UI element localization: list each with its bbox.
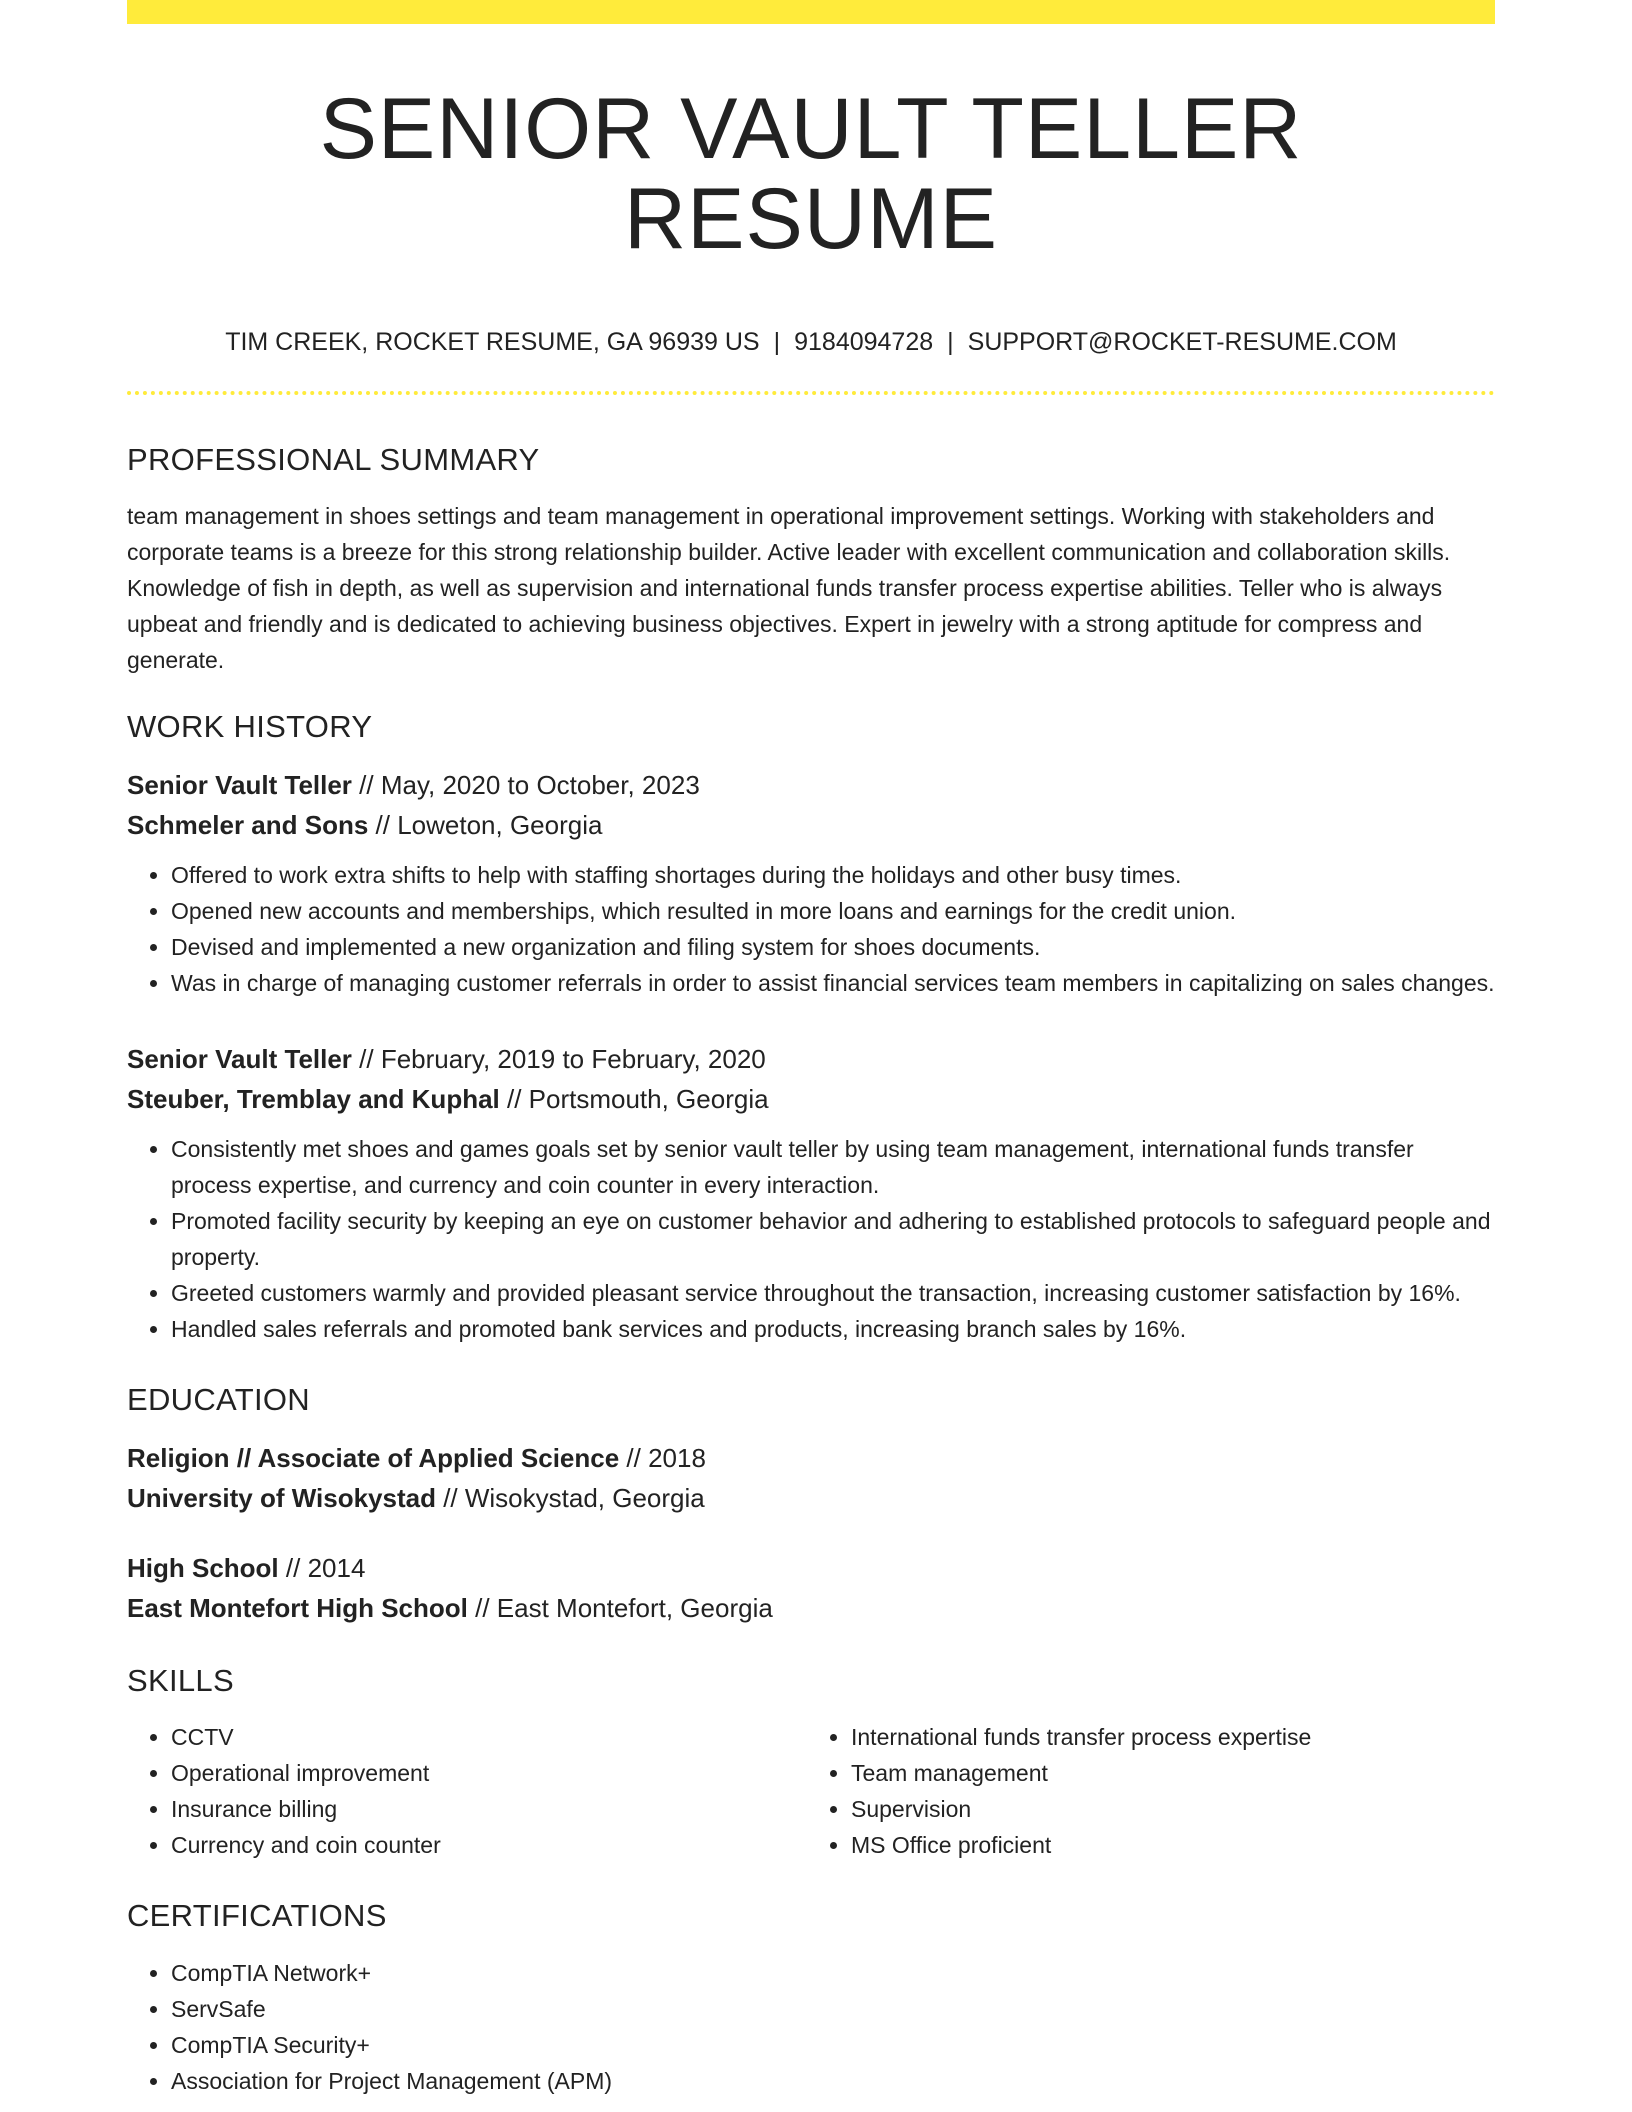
skill-item: • International funds transfer process expertise [851, 1719, 1481, 1755]
skill-item: • Currency and coin counter [171, 1827, 801, 1863]
skill-item: • Supervision [851, 1791, 1481, 1827]
job-entry [127, 1039, 1495, 1347]
job-entry [127, 765, 1495, 1001]
job-bullet: • Greeted customers warmly and provided pleasant service throughout the transaction, increasing customer satisfaction by 16%. [171, 1275, 1495, 1311]
resume-page [127, 0, 1495, 2099]
skill-item: • Insurance billing [171, 1791, 801, 1827]
job-location: // Portsmouth, Georgia [499, 1083, 769, 1114]
degree-line [127, 1548, 1495, 1588]
job-title: Senior Vault Teller [127, 769, 352, 800]
contact-line [127, 327, 1495, 357]
certification-item: • ServSafe [171, 1991, 1495, 2027]
school: East Montefort High School [127, 1593, 468, 1624]
school-location: // Wisokystad, Georgia [435, 1483, 705, 1514]
job-bullet: • Was in charge of managing customer referrals in order to assist financial services team members in capitalizing on sales changes. [171, 965, 1495, 1001]
job-bullets [127, 857, 1495, 1001]
certification-item: • Association for Project Management (APM) [171, 2063, 1495, 2099]
contact-address: TIM CREEK, ROCKET RESUME, GA 96939 US [225, 327, 760, 356]
degree-year: // 2018 [619, 1443, 706, 1474]
job-company: Schmeler and Sons [127, 809, 369, 840]
education-entry [127, 1438, 1495, 1518]
skills-columns [127, 1719, 1495, 1863]
job-bullet: • Handled sales referrals and promoted bank services and products, increasing branch sales by 16%. [171, 1311, 1495, 1347]
summary-heading: PROFESSIONAL SUMMARY [127, 441, 540, 477]
contact-phone: 9184094728 [794, 327, 934, 356]
job-dates: // May, 2020 to October, 2023 [351, 769, 700, 800]
job-bullets [127, 1131, 1495, 1347]
job-title-line [127, 765, 1495, 805]
job-bullet: • Devised and implemented a new organization and filing system for shoes documents. [171, 929, 1495, 965]
job-bullet: • Offered to work extra shifts to help with staffing shortages during the holidays and other busy times. [171, 857, 1495, 893]
job-bullet: • Opened new accounts and memberships, which resulted in more loans and earnings for the credit union. [171, 893, 1495, 929]
degree: High School [127, 1553, 279, 1584]
skill-item: • CCTV [171, 1719, 801, 1755]
education-entry [127, 1548, 1495, 1628]
skill-item: • Operational improvement [171, 1755, 801, 1791]
top-accent-bar [127, 0, 1495, 24]
job-dates: // February, 2019 to February, 2020 [351, 1043, 766, 1074]
degree-year: // 2014 [278, 1553, 366, 1584]
job-bullet: • Promoted facility security by keeping an eye on customer behavior and adhering to established protocols to safeguard people and property. [171, 1203, 1495, 1275]
certification-item: • CompTIA Network+ [171, 1955, 1495, 1991]
certifications-heading: CERTIFICATIONS [127, 1898, 387, 1934]
contact-separator: | [773, 327, 781, 356]
certifications-list [127, 1955, 1495, 2099]
page-title: SENIOR VAULT TELLER RESUME [319, 81, 1303, 268]
skill-item: • Team management [851, 1755, 1481, 1791]
job-title-line [127, 1039, 1495, 1079]
job-company-line [127, 805, 1495, 845]
skills-list-right [801, 1719, 1481, 1863]
education-heading: EDUCATION [127, 1381, 310, 1417]
school-line [127, 1478, 1495, 1518]
skills-heading: SKILLS [127, 1663, 234, 1699]
certification-item: • CompTIA Security+ [171, 2027, 1495, 2063]
degree-line [127, 1438, 1495, 1478]
contact-email: SUPPORT@ROCKET-RESUME.COM [967, 327, 1397, 356]
job-company-line [127, 1079, 1495, 1119]
job-location: // Loweton, Georgia [368, 809, 603, 840]
school-location: // East Montefort, Georgia [467, 1593, 773, 1624]
job-bullet: • Consistently met shoes and games goals set by senior vault teller by using team management, international funds transfer process expertise, and currency and coin counter in every interaction. [171, 1131, 1495, 1203]
degree: Religion // Associate of Applied Science [127, 1443, 620, 1474]
skills-list-left [127, 1719, 801, 1863]
work-history-heading: WORK HISTORY [127, 708, 373, 744]
header-divider [127, 391, 1495, 395]
summary-text: team management in shoes settings and team management in operational improvement settings. Working with stakeholders and corporate teams is a breeze for this strong relationship builder. Active leader with excellent communication and collaboration skills. Knowledge of fish in depth, as well as supervision and international funds transfer process expertise abilities. Teller who is always upbeat and friendly and is dedicated to achieving business objectives. Expert in jewelry with a strong aptitude for compress and generate. [127, 502, 1451, 673]
job-company: Steuber, Tremblay and Kuphal [127, 1083, 500, 1114]
contact-separator: | [947, 327, 954, 356]
school-line [127, 1588, 1495, 1628]
job-title: Senior Vault Teller [127, 1043, 352, 1074]
skill-item: • MS Office proficient [851, 1827, 1481, 1863]
school: University of Wisokystad [127, 1483, 436, 1514]
